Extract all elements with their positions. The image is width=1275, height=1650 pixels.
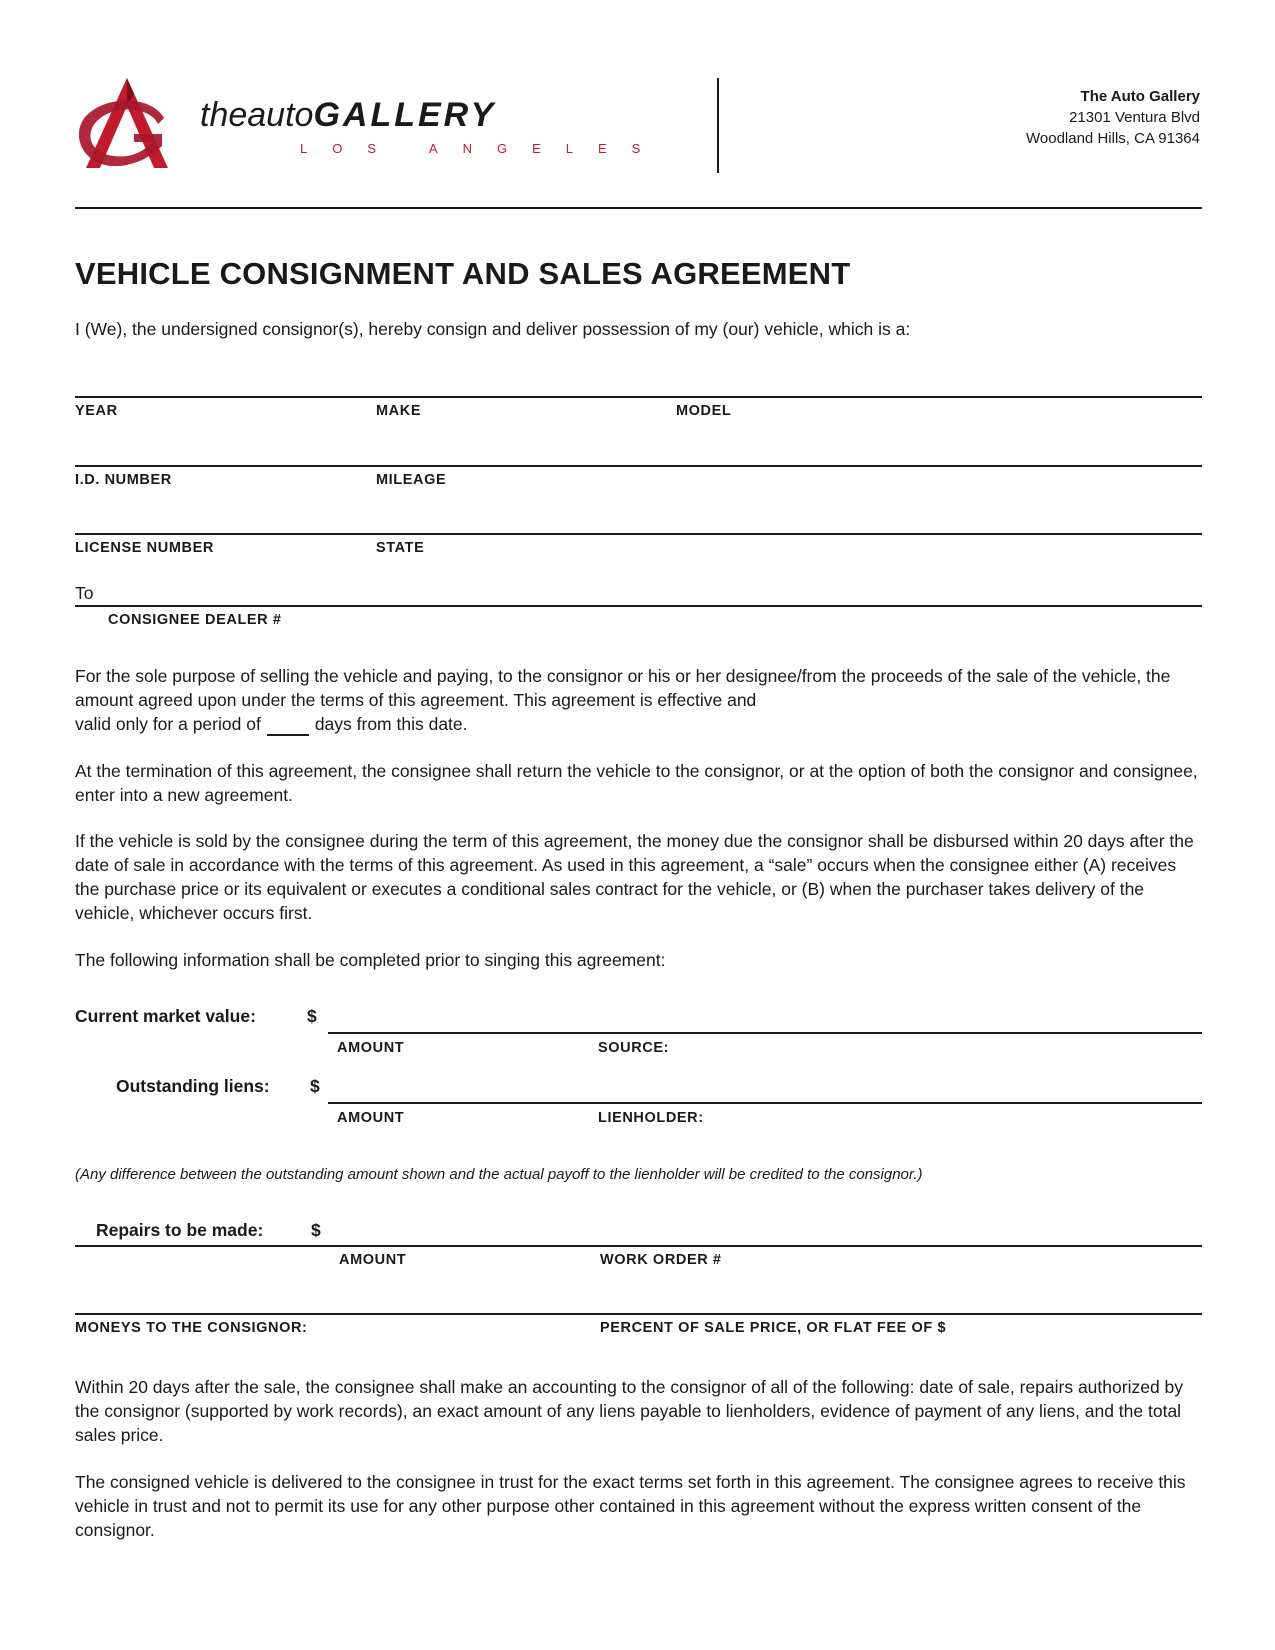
header-divider bbox=[717, 78, 719, 173]
purpose-text-b bbox=[75, 712, 1175, 736]
license-number-label: LICENSE NUMBER bbox=[75, 540, 214, 556]
lienholder-label: LIENHOLDER: bbox=[598, 1110, 704, 1126]
trust-paragraph: The consigned vehicle is delivered to the consignee in trust for the exact terms set forth in this agreement. The consignee agrees to receive this vehicle in trust and not to permit its use for any other purpose other contained in this agreement without the express written consent of the consignor. bbox=[75, 1472, 1186, 1540]
moneys-to-consignor-label: MONEYS TO THE CONSIGNOR: bbox=[75, 1320, 308, 1336]
percent-flat-fee-label: PERCENT OF SALE PRICE, OR FLAT FEE OF $ bbox=[600, 1320, 947, 1336]
company-logo bbox=[72, 76, 182, 176]
accounting-paragraph: Within 20 days after the sale, the consignee shall make an accounting to the consignor of all of the following: date of sale, repairs authorized by the consignor (supported by work records), an exact amount of any liens payable to lienholders, evidence of payment of any liens, and the total sales price. bbox=[75, 1377, 1184, 1445]
sold-paragraph: If the vehicle is sold by the consignee during the term of this agreement, the money due the consignor shall be disbursed within 20 days after the date of sale in accordance with the terms of this agreement. As used in this agreement, a “sale” occurs when the consignee either (A) receives the purchase price or its equivalent or executes a conditional sales contract for the vehicle, or (B) when the purchaser takes delivery of the vehicle, whichever occurs first. bbox=[75, 831, 1194, 923]
logo-subtitle: LOS ANGELES bbox=[300, 141, 666, 156]
id-mileage-line[interactable] bbox=[75, 465, 1202, 467]
market-value-line[interactable] bbox=[328, 1032, 1202, 1034]
liens-line[interactable] bbox=[328, 1102, 1202, 1104]
year-label: YEAR bbox=[75, 403, 118, 419]
market-value-label: Current market value: bbox=[75, 1006, 256, 1026]
period-prefix: valid only for a period of bbox=[75, 714, 261, 734]
market-amount-label: AMOUNT bbox=[337, 1040, 405, 1056]
year-make-model-line[interactable] bbox=[75, 396, 1202, 398]
page-title: VEHICLE CONSIGNMENT AND SALES AGREEMENT bbox=[75, 256, 851, 291]
moneys-line[interactable] bbox=[75, 1313, 1202, 1315]
state-label: STATE bbox=[376, 540, 425, 556]
make-label: MAKE bbox=[376, 403, 422, 419]
market-value-dollar: $ bbox=[307, 1006, 317, 1026]
work-order-label: WORK ORDER # bbox=[600, 1252, 722, 1268]
liens-amount-label: AMOUNT bbox=[337, 1110, 405, 1126]
company-name: The Auto Gallery bbox=[1080, 88, 1200, 105]
consignee-dealer-label: CONSIGNEE DEALER # bbox=[108, 612, 282, 628]
company-address bbox=[1026, 86, 1200, 149]
lien-difference-note: (Any difference between the outstanding amount shown and the actual payoff to the lienholder will be credited to the consignor.) bbox=[75, 1166, 923, 1183]
header-rule bbox=[75, 207, 1202, 209]
logo-wordmark: theautoGALLERY bbox=[200, 96, 497, 134]
license-state-line[interactable] bbox=[75, 533, 1202, 535]
id-number-label: I.D. NUMBER bbox=[75, 472, 172, 488]
outstanding-liens-label: Outstanding liens: bbox=[116, 1076, 270, 1096]
model-label: MODEL bbox=[676, 403, 732, 419]
purpose-text-a: For the sole purpose of selling the vehicle and paying, to the consignor or his or her designee/from the proceeds of the sale of the vehicle, the amount agreed upon under the terms of this agreement. This agreement is effective and bbox=[75, 666, 1171, 710]
period-suffix: days from this date. bbox=[314, 714, 468, 734]
purpose-paragraph bbox=[75, 664, 1175, 736]
address-line-1: 21301 Ventura Blvd bbox=[1069, 109, 1200, 126]
following-paragraph: The following information shall be completed prior to singing this agreement: bbox=[75, 950, 666, 970]
days-blank[interactable] bbox=[267, 716, 309, 736]
to-label: To bbox=[75, 583, 94, 603]
repairs-label: Repairs to be made: bbox=[96, 1220, 264, 1240]
repairs-line[interactable] bbox=[75, 1245, 1202, 1247]
mileage-label: MILEAGE bbox=[376, 472, 447, 488]
repairs-dollar: $ bbox=[311, 1220, 321, 1240]
consignee-dealer-line[interactable] bbox=[75, 605, 1202, 607]
termination-paragraph: At the termination of this agreement, the consignee shall return the vehicle to the consignor, or at the option of both the consignor and consignee, enter into a new agreement. bbox=[75, 761, 1198, 805]
source-label: SOURCE: bbox=[598, 1040, 670, 1056]
repairs-amount-label: AMOUNT bbox=[339, 1252, 407, 1268]
intro-text: I (We), the undersigned consignor(s), hereby consign and deliver possession of my (our) vehicle, which is a: bbox=[75, 319, 911, 339]
liens-dollar: $ bbox=[310, 1076, 320, 1096]
address-line-2: Woodland Hills, CA 91364 bbox=[1026, 130, 1200, 147]
